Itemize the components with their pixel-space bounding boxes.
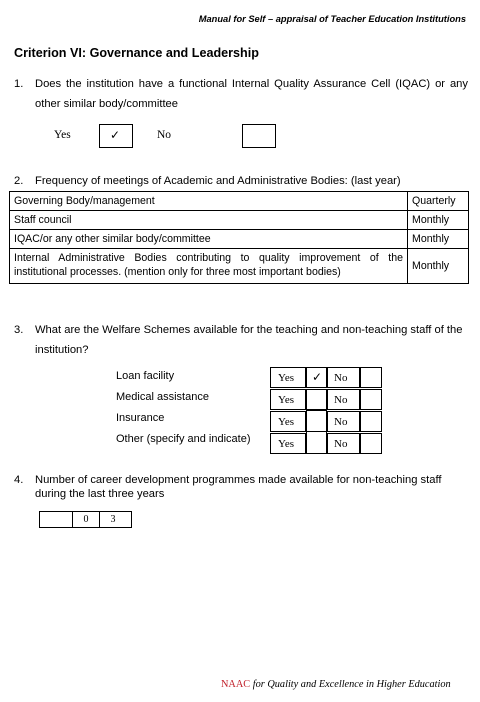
insurance-yes-label: Yes	[278, 416, 295, 428]
digit-cell: 0	[73, 512, 100, 527]
other-yes-checkbox[interactable]	[306, 431, 327, 454]
medical-yes-label: Yes	[278, 394, 295, 406]
question-1-text: Does the institution have a functional Internal Quality Assurance Cell (IQAC) or any other similar body/committee	[35, 78, 468, 110]
question-1-number: 1.	[14, 78, 24, 90]
other-no-checkbox[interactable]	[360, 433, 382, 454]
insurance-no-label: No	[334, 416, 348, 428]
digit-cell	[40, 512, 73, 527]
medical-no-checkbox[interactable]	[360, 389, 382, 410]
question-4-text-line1: Number of career development programmes made available for non-teaching staff	[35, 474, 442, 486]
scheme-label-loan: Loan facility	[116, 370, 175, 382]
medical-yes-checkbox[interactable]	[306, 389, 327, 410]
loan-yes-checkbox[interactable]	[306, 367, 327, 388]
check-mark-icon: ✓	[110, 128, 121, 142]
frequency-cell: Quarterly	[408, 192, 469, 211]
table-row	[10, 192, 469, 211]
question-2-text: Frequency of meetings of Academic and Administrative Bodies: (last year)	[35, 175, 401, 187]
q1-no-label: No	[157, 129, 172, 141]
frequency-cell: Monthly	[408, 211, 469, 230]
other-no-label: No	[334, 438, 348, 450]
question-3-text-line2: institution?	[35, 344, 89, 356]
criterion-title: Criterion VI: Governance and Leadership	[14, 46, 259, 60]
loan-yes-label: Yes	[278, 372, 295, 384]
question-4-number: 4.	[14, 474, 24, 486]
scheme-label-insurance: Insurance	[116, 412, 165, 424]
q1-yes-label: Yes	[54, 129, 71, 141]
check-mark-icon: ✓	[312, 370, 323, 384]
meetings-frequency-table	[9, 191, 469, 284]
insurance-no-checkbox[interactable]	[360, 411, 382, 432]
question-2-number: 2.	[14, 175, 24, 187]
digit-cell: 3	[110, 514, 116, 525]
insurance-yes-checkbox[interactable]	[306, 410, 327, 432]
loan-no-checkbox[interactable]	[360, 367, 382, 388]
other-yes-label: Yes	[278, 438, 295, 450]
body-cell: Internal Administrative Bodies contributing to quality improvement of the institutional processes. (mention only for three most important bodies)	[10, 249, 408, 284]
frequency-cell: Monthly	[408, 249, 469, 284]
page-header: Manual for Self – appraisal of Teacher Education Institutions	[198, 14, 466, 24]
table-row	[10, 211, 469, 230]
medical-no-label: No	[334, 394, 348, 406]
q1-no-checkbox[interactable]	[242, 124, 276, 148]
career-programmes-digit-box[interactable]	[39, 511, 132, 528]
scheme-label-medical: Medical assistance	[116, 391, 209, 403]
table-row	[10, 230, 469, 249]
question-3-text-line1: What are the Welfare Schemes available for the teaching and non-teaching staff of the	[35, 324, 463, 336]
body-cell: Staff council	[10, 211, 408, 230]
frequency-cell: Monthly	[408, 230, 469, 249]
scheme-label-other: Other (specify and indicate)	[116, 433, 251, 445]
footer-brand: NAAC	[221, 679, 251, 690]
body-cell: Governing Body/management	[10, 192, 408, 211]
table-row	[10, 249, 469, 284]
body-cell: IQAC/or any other similar body/committee	[10, 230, 408, 249]
loan-no-label: No	[334, 372, 348, 384]
question-3-number: 3.	[14, 324, 24, 336]
q1-yes-checkbox[interactable]	[99, 124, 133, 148]
question-4-text-line2: during the last three years	[35, 488, 165, 500]
footer-tagline: for Quality and Excellence in Higher Education	[250, 679, 451, 690]
page-footer	[221, 679, 451, 690]
